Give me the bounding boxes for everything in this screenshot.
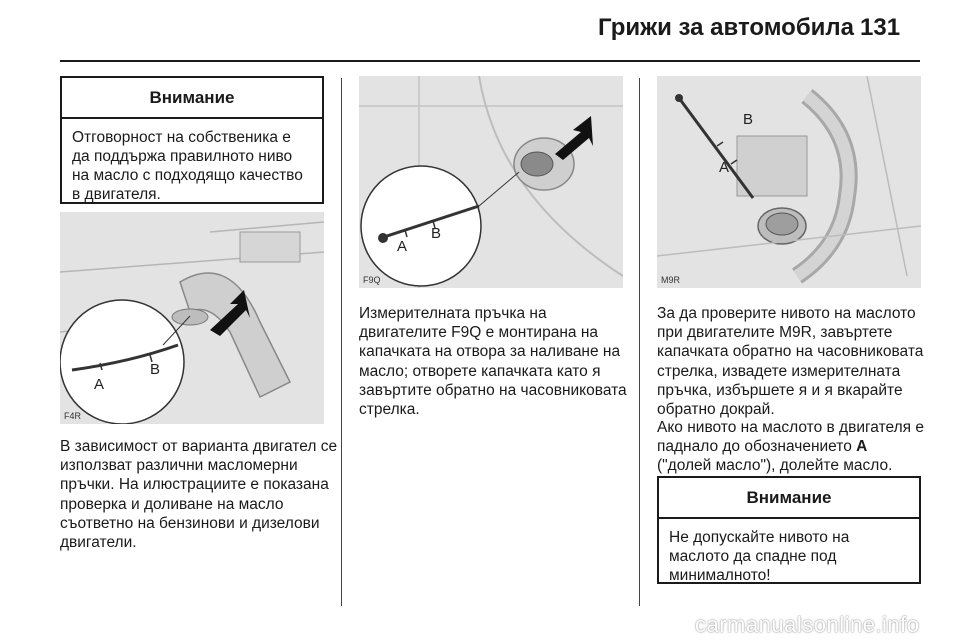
label-b: B — [743, 111, 754, 128]
body-paragraph: За да проверите нивото на маслото при двигателите M9R, завъртете капачката обратно на часовниковата стрелка, извадете измерителната пръчка, избършете я и я вкарайте обратно докрай. — [657, 305, 924, 419]
caution-box — [60, 76, 324, 204]
watermark: carmanualsonline.info — [695, 612, 920, 637]
text-fragment: ("долей масло"), долейте масло. — [657, 457, 893, 475]
column-divider-2 — [639, 78, 640, 606]
label-a: A — [719, 159, 730, 176]
caution-heading: Внимание — [62, 78, 322, 119]
mark-a: A — [856, 438, 868, 456]
figure-code: F9Q — [363, 275, 381, 285]
label-b: B — [150, 361, 161, 378]
engine-illustration-m9r — [657, 76, 921, 288]
column-divider-1 — [341, 78, 342, 606]
label-a: A — [94, 376, 105, 393]
caution-box — [657, 476, 921, 584]
page-title: Грижи за автомобила — [598, 14, 855, 41]
figure-f9q — [359, 76, 623, 288]
header-divider — [60, 60, 920, 62]
label-b: B — [431, 225, 442, 242]
engine-illustration-f4r — [60, 212, 324, 424]
body-paragraph — [657, 418, 925, 476]
caution-text: Не допускайте нивото на маслото да спадне под минималното! — [669, 529, 850, 584]
caution-text: Отговорност на собственика е да поддържа правилното ниво на масло с подходящо качество в двигателя. — [72, 129, 303, 203]
figure-m9r — [657, 76, 921, 288]
body-paragraph: В зависимост от варианта двигател се използват различни масломерни пръчки. На илюстрациите е показана проверка и доливане на масло съответно на бензинови и дизелови двигатели. — [60, 438, 338, 552]
engine-illustration-f9q — [359, 76, 623, 288]
figure-code: F4R — [64, 411, 82, 421]
caution-heading: Внимание — [659, 478, 919, 519]
page-number: 131 — [860, 14, 901, 41]
body-paragraph: Измерителната пръчка на двигателите F9Q е монтирана на капачката на отвора за наливане на масло; отворете капачката като я завъртите обратно на часовниковата стрелка. — [359, 305, 627, 419]
label-a: A — [397, 238, 408, 255]
figure-f4r — [60, 212, 324, 424]
figure-code: M9R — [661, 275, 681, 285]
text-fragment: Ако нивото на маслото в двигателя е паднало до обозначението — [657, 419, 924, 456]
